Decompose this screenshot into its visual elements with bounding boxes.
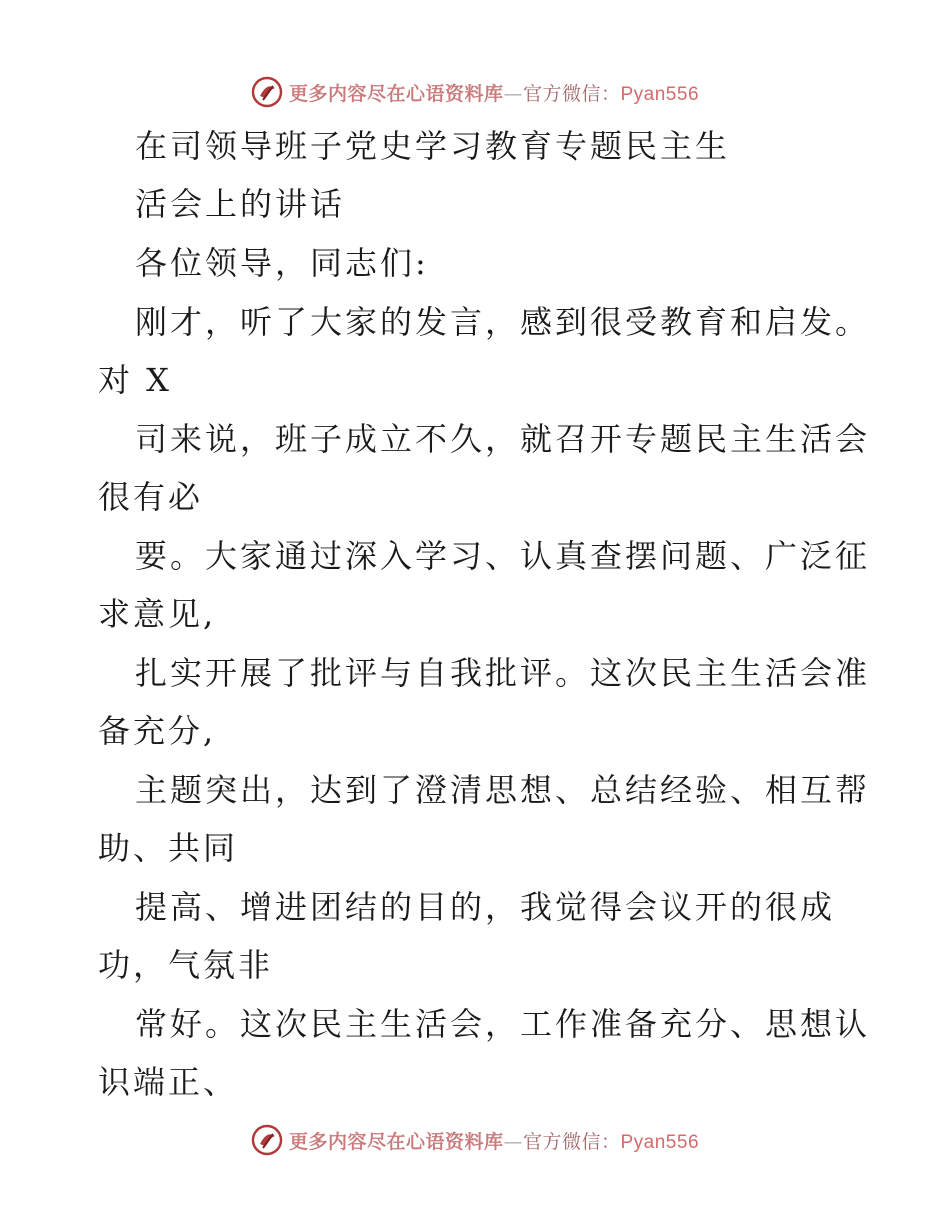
doc-line: 司来说，班子成立不久，就召开专题民主生活会 [135,420,871,458]
doc-line: 扎实开展了批评与自我批评。这次民主生活会准 [135,654,871,692]
doc-line: 刚才，听了大家的发言，感到很受教育和启发。 [135,303,871,341]
doc-line: 要。大家通过深入学习、认真查摆问题、广泛征 [135,537,871,575]
header-main-text: 更多内容尽在心语资料库 [288,82,504,105]
header-dash: — [503,82,523,105]
header-code: Pyan556 [620,83,700,105]
footer-dash: — [503,1130,523,1153]
footer-code: Pyan556 [620,1131,700,1153]
doc-line: 活会上的讲话 [135,185,346,223]
header-text [289,79,699,106]
footer-banner [0,1118,950,1162]
doc-line: 提高、增进团结的目的，我觉得会议开的很成 [135,888,836,926]
brand-logo-icon [251,1124,283,1156]
doc-line: 功，气氛非 [98,946,274,984]
doc-line: 对 X [98,361,172,399]
doc-line: 备充分, [98,712,217,750]
doc-line: 在司领导班子党史学习教育专题民主生 [135,127,731,165]
doc-line: 各位领导，同志们: [135,244,429,282]
footer-sub-text: 官方微信： [522,1130,621,1153]
doc-line: 常好。这次民主生活会，工作准备充分、思想认 [135,1005,871,1043]
header-sub-text: 官方微信： [522,82,621,105]
header-banner [0,70,950,114]
doc-line: 主题突出，达到了澄清思想、总结经验、相互帮 [135,771,871,809]
doc-line: 求意见, [98,595,217,633]
doc-line: 识端正、 [98,1063,239,1101]
doc-line: 助、共同 [98,829,239,867]
footer-main-text: 更多内容尽在心语资料库 [288,1130,504,1153]
doc-line: 很有必 [98,478,204,516]
brand-logo-icon [251,76,283,108]
footer-text [289,1127,699,1154]
